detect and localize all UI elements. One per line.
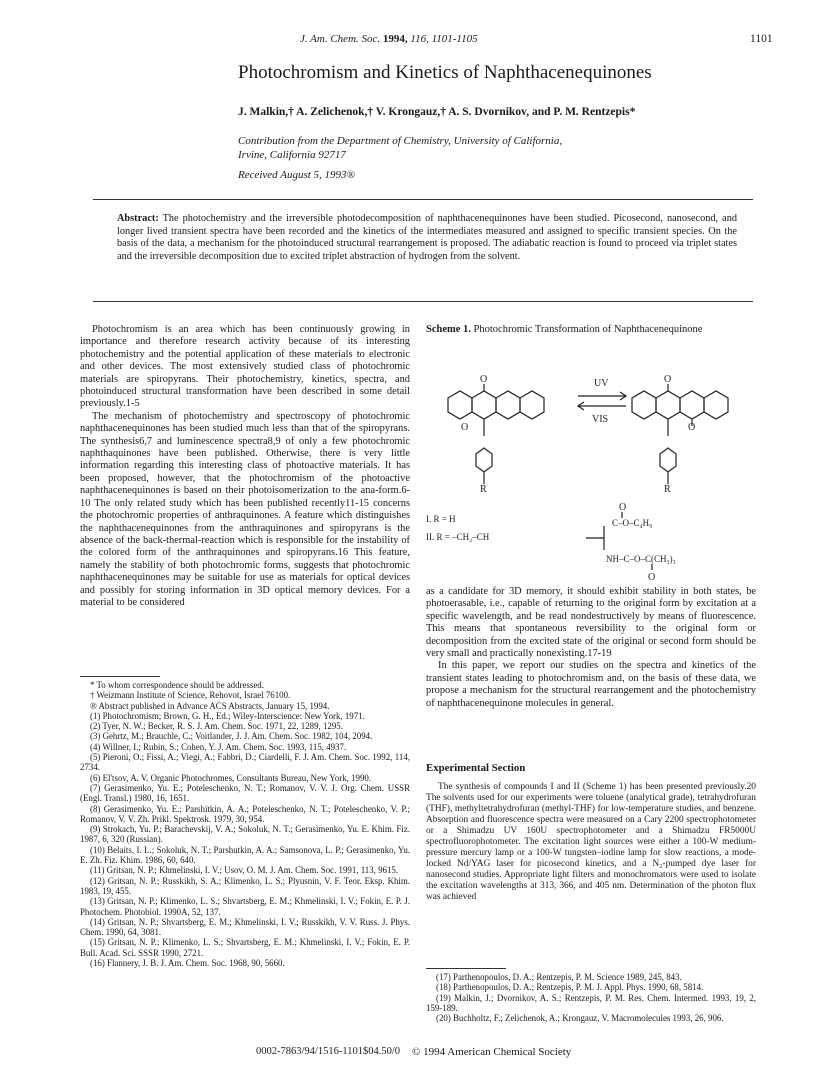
footer-copyright: © 1994 American Chemical Society	[412, 1046, 572, 1058]
divider	[93, 301, 753, 302]
naphthacenequinone-right	[632, 384, 728, 484]
affiliation	[238, 134, 658, 162]
footnote-item: † Weizmann Institute of Science, Rehovot, Israel 76100.	[90, 690, 291, 701]
abstract-text: The photochemistry and the irreversible photodecomposition of naphthacenequinones have been studied. Picosecond, nanosecond, and longer lived transient spectra have been recorded and the kinetics of the intermediates measured and assigned to specific transient species. On the basis of the data, a mechanism for the photoinduced structural rearrangement is proposed. The adiabatic reaction is found to proceed via triplet states and the irreversible decomposition due to excited triplet abstraction of hydrogen from the solvent.	[117, 213, 737, 262]
experimental-paragraph: The synthesis of compounds I and II (Scheme 1) has been presented previously.20 The solvents used for our experiments were toluene (analytical grade), tetrahydrofuran (THF), methyltetrahydrofuran (methyl-THF) for low-temperature studies, and benzene. Absorption and fluorescence spectra were measured on a Cary 2200 spectrophotometer or a Shimadzu UV 160U spectrophotometer and a Shimadzu FR5000U spectrofluorophotometer. The excitation light sources were either a 100-W medium-pressure mercury lamp or a 100-W tungsten–iodine lamp for slow reactions, a mode-locked Nd/YAG laser for picosecond kinetics, and a N₂-pumped dye laser for nanosecond studies. Appropriate light filters and monochromators were used to isolate the excitation wavelengths at 313, 366, and 405 nm. Determination of the photon flux was achieved	[426, 782, 756, 902]
journal-volume: 116, 1101-1105	[410, 33, 478, 45]
intro-paragraph: Photochromism is an area which has been continuously growing in importance and therefore research activity because of its interesting photochemistry and the potential application of these materials to electronic and other devices. The most extensively studied class of photochromic materials are spiropyrans. Their photochemistry, kinetics, spectra, and photoinduced structural transformation have been described in some detail previously.1-5	[80, 324, 410, 410]
footnote-item: (20) Buchholtz, F.; Zelichenok, A.; Krongauz, V. Macromolecules 1993, 26, 906.	[436, 1013, 724, 1024]
journal-name: J. Am. Chem. Soc.	[300, 33, 381, 45]
footnote-item: (11) Gritsan, N. P.; Khmelinski, I. V.; Usov, O. M. J. Am. Chem. Soc. 1991, 113, 9615.	[90, 865, 399, 876]
abstract-label: Abstract:	[117, 213, 159, 224]
footnote-item: (14) Gritsan, N. P.; Shvartsberg, E. M.; Khmelinski, I. V.; Russkikh, V. V. Russ. J. Phys. Chem. 1990, 64, 3081.	[80, 916, 410, 938]
affiliation-line: Contribution from the Department of Chemistry, University of California,	[238, 135, 563, 147]
footnotes-right	[426, 972, 756, 1023]
intro-left-column	[80, 324, 410, 609]
arrow-label-uv: UV	[594, 378, 609, 389]
arrow-label-vis: VIS	[592, 414, 609, 425]
amide-group: NH–C–O–C(CH₃)₃	[606, 554, 676, 564]
scheme-caption	[426, 324, 726, 336]
footnote-item: (15) Gritsan, N. P.; Klimenko, L. S.; Shvartsberg, E. M.; Khmelinski, I. V.; Fokin, E. P. Bull. Acad. Sci. SSSR 1990, 2721.	[80, 937, 410, 958]
footnote-item: ® Abstract published in Advance ACS Abstracts, January 15, 1994.	[90, 700, 330, 711]
footnote-item: (16) Flannery, J. B. J. Am. Chem. Soc. 1968, 90, 5660.	[90, 958, 285, 969]
compound-ii: II. R = –CH₂–CH	[426, 532, 490, 542]
paper-title: Photochromism and Kinetics of Naphthacenequinones	[238, 62, 652, 83]
label-o: O	[461, 422, 469, 433]
label-o: O	[664, 374, 672, 385]
label-o: O	[648, 572, 656, 582]
footnote-item: (12) Gritsan, N. P.; Russkikh, S. A.; Klimenko, L. S.; Plyusnin, V. F. Teor. Eksp. Khim. 1983, 19, 455.	[80, 875, 410, 896]
footnote-item: (1) Photochromism; Brown, G. H., Ed.; Wiley-Interscience: New York, 1971.	[90, 710, 365, 721]
label-o: O	[619, 502, 627, 513]
divider	[93, 199, 753, 200]
footnote-item: (2) Tyer, N. W.; Becker, R. S. J. Am. Chem. Soc. 1971, 22, 1289, 1295.	[90, 721, 343, 732]
scheme-title: Photochromic Transformation of Naphthacenequinone	[473, 324, 703, 335]
footnote-rule	[80, 676, 160, 677]
intro-right-column	[426, 586, 756, 710]
footnote-item: (4) Willner, I.; Rubin, S.; Cohen, Y. J. Am. Chem. Soc. 1993, 115, 4937.	[90, 741, 347, 752]
footnote-item: (8) Gerasimenko, Yu. E.; Parshitkin, A. A.; Poteleschenko, N. T.; Poteleschenko, V. P.; Romanov, V. V. Zh. Prikl. Spektrosk. 1979, 30, 954.	[80, 803, 410, 824]
abstract	[117, 213, 737, 263]
intro-paragraph: In this paper, we report our studies on the spectra and kinetics of the transient states leading to photochromism and, on the basis of these data, we propose a mechanism for the structural rearrangement and the photochemistry of naphthacenequinone molecules in general.	[426, 660, 756, 709]
journal-year: 1994,	[382, 33, 408, 45]
intro-paragraph: The mechanism of photochemistry and spectroscopy of photochromic naphthacenequinones has been studied much less than that of the spiropyrans. The synthesis6,7 and luminescence spectra8,9 of only a few photochromic naphthaquinones have been published. Otherwise, there is very little information regarding this interesting class of photoactive materials. It has been proposed, however, that the photochromism of the photoactive naphthacenequinones is based on their photoisomerization to the ana-form.6-10 The only related study which has been published recently11-15 concerns the photochromic properties of anthraquinones. A feature which distinguishes the naphthacenequinones from the anthraquinones and spiropyrans is the absence of the back-thermal-reaction which is responsible for the instability of the colored form of the anthraquinones and spiropyrans.16 This feature, namely the stability of both photochromic forms, suggests that photochromic naphthacenequinones may be suitable for use as materials for optical devices and possibly for storing information in 3D optical memory devices. For a material to be considered	[80, 410, 410, 608]
footnote-item: (18) Parthenopoulos, D. A.; Rentzepis, P. M. J. Appl. Phys. 1990, 68, 5814.	[436, 982, 704, 993]
label-o: O	[688, 422, 696, 433]
footnote-rule	[426, 968, 506, 969]
author-list: J. Malkin,† A. Zelichenok,† V. Krongauz,† A. S. Dvornikov, and P. M. Rentzepis*	[238, 106, 636, 118]
footnote-item: * To whom correspondence should be addressed.	[90, 680, 264, 690]
footnote-item: (7) Gerasimenko, Yu. E.; Poteleschenko, N. T.; Romanov, V. V. J. Org. Chem. USSR (Engl. Transl.) 1980, 16, 1651.	[80, 782, 410, 804]
running-header	[300, 33, 478, 45]
footnote-item: (13) Gritsan, N. P.; Klimenko, L. S.; Shvartsberg, E. M.; Khmelinski, I. V.; Fokin, E. P. J. Photochem. Photobiol. 1990A, 52, 137.	[80, 896, 410, 917]
compound-i: I. R = H	[426, 514, 456, 524]
label-r: R	[664, 484, 671, 495]
footnotes-left	[80, 680, 410, 968]
scheme-label: Scheme 1.	[426, 324, 471, 335]
affiliation-line: Irvine, California 92717	[238, 149, 346, 161]
footnote-item: (6) El'tsov, A. V. Organic Photochromes, Consultants Bureau, New York, 1990.	[90, 772, 372, 783]
footnote-item: (9) Strokach, Yu. P.; Barachevskij, V. A.; Sokoluk, N. T.; Gerasimenko, Yu. E. Khim. Fiz. 1987, 6, 320 (Russian).	[80, 824, 410, 845]
scheme-diagram	[426, 350, 756, 582]
footnote-item: (5) Pieroni, O.; Fissi, A.; Viegi, A.; Fabbri, D.; Ciardelli, F. J. Am. Chem. Soc. 1992, 114, 2734.	[80, 752, 410, 773]
label-r: R	[480, 484, 487, 495]
footnote-item: (19) Malkin, J.; Dvornikov, A. S.; Rentzepis, P. M. Res. Chem. Intermed. 1993, 19, 2, 159-189.	[426, 992, 756, 1013]
section-heading: Experimental Section	[426, 762, 526, 774]
page-number: 1101	[750, 33, 773, 45]
naphthacenequinone-left	[448, 384, 544, 484]
label-o: O	[480, 374, 488, 385]
intro-paragraph: as a candidate for 3D memory, it should exhibit stability in both states, be photoerasable, i.e., capable of returning to the original form by excitation at a specific wavelength, and be read nondestructively by means of fluorescence. This means that spontaneous reversibility to the original form or decomposition from the excited state of the original or second form should be very small and practically nonexisting.17-19	[426, 586, 756, 660]
footnote-item: (10) Belaits, I. L.; Sokoluk, N. T.; Parshutkin, A. A.; Samsonova, L. P.; Gerasimenko, Yu. E. Zh. Fiz. Khim. 1986, 60, 640.	[80, 844, 410, 866]
footnote-item: (17) Parthenopoulos, D. A.; Rentzepis, P. M. Science 1989, 245, 843.	[436, 972, 682, 982]
ester-group: C–O–C₄H₉	[612, 518, 653, 528]
footer-code: 0002-7863/94/1516-1101$04.50/0	[256, 1046, 400, 1057]
experimental-text	[426, 782, 756, 903]
received-date: Received August 5, 1993®	[238, 169, 355, 181]
footnote-item: (3) Gehrtz, M.; Brauchle, C.; Voitlander, J. J. Am. Chem. Soc. 1982, 104, 2094.	[90, 731, 373, 742]
